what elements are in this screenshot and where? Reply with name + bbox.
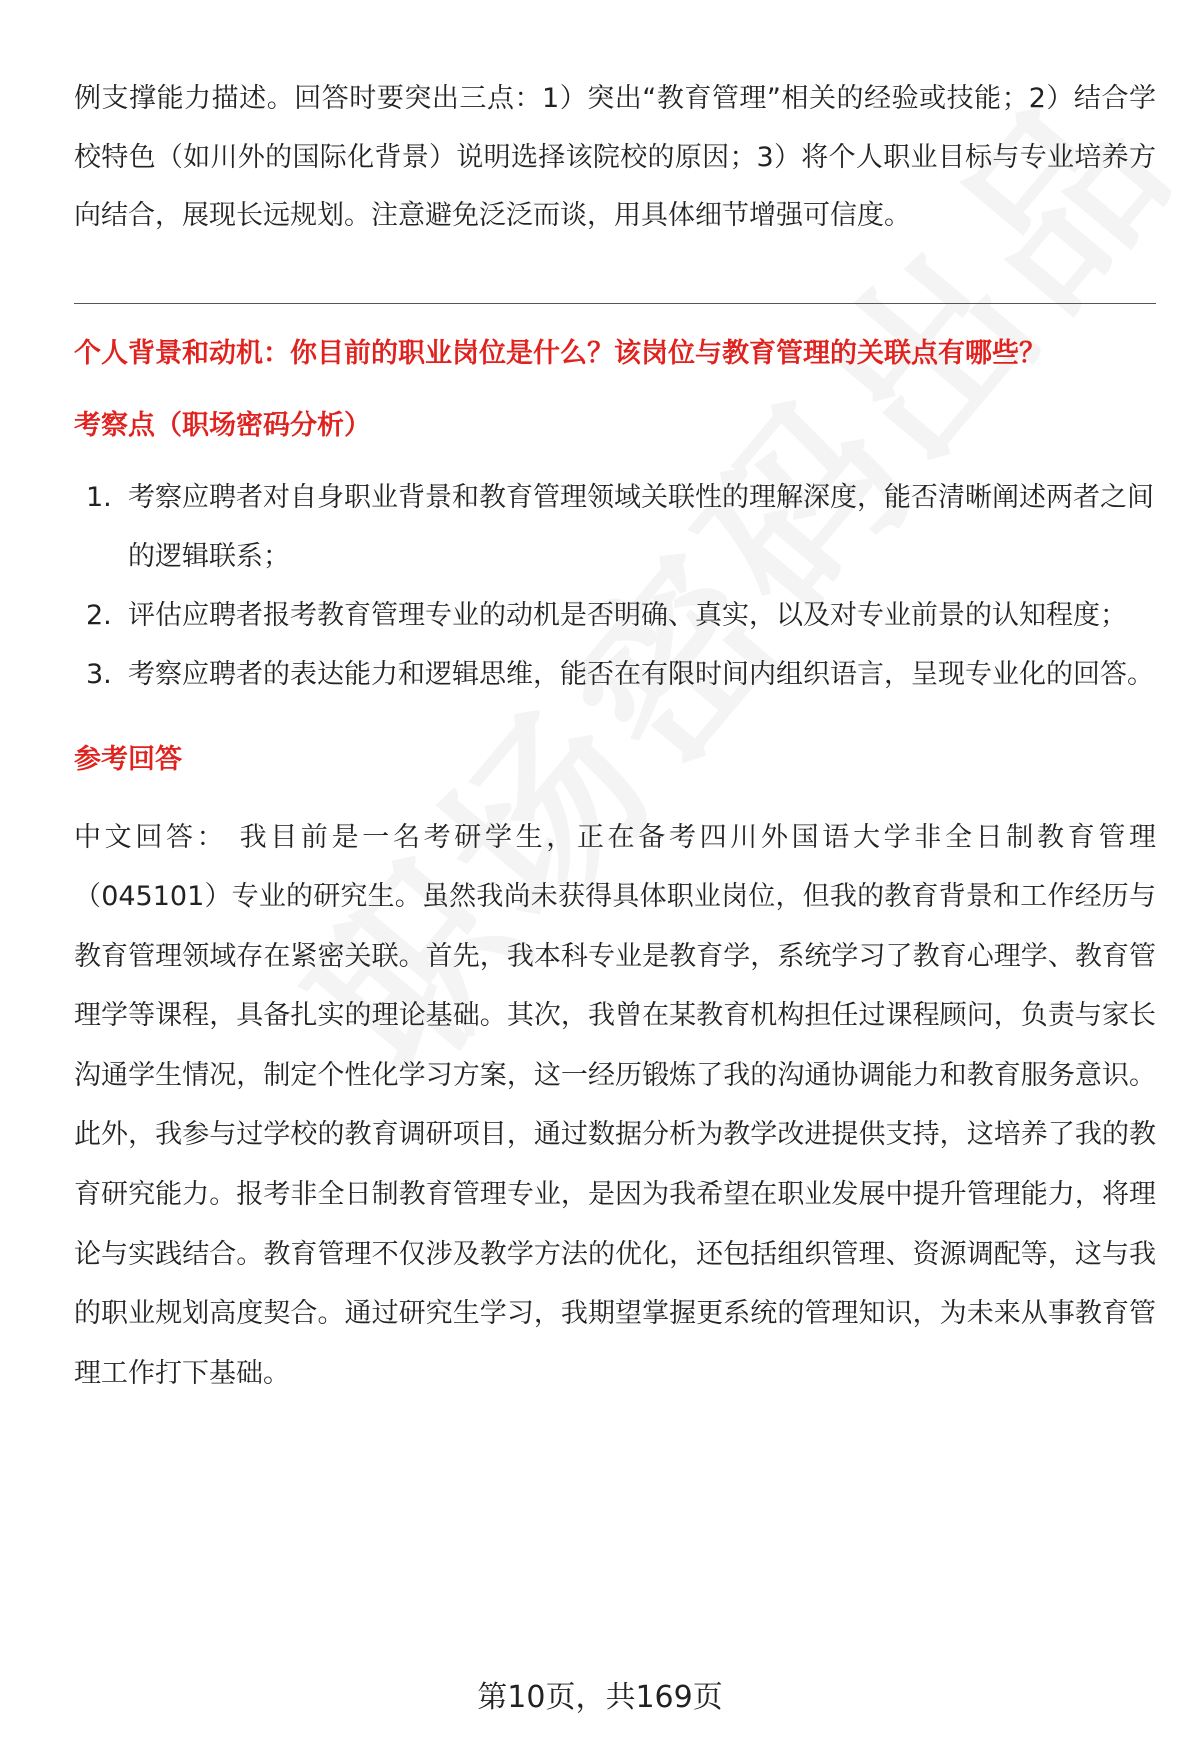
page-footer: 第10页，共169页 xyxy=(477,1680,723,1715)
list-item-number: 1. xyxy=(86,481,112,513)
list-item xyxy=(74,586,1156,645)
list-item-text: 考察应聘者对自身职业背景和教育管理领域关联性的理解深度，能否清晰阐述两者之间的逻辑联系； xyxy=(128,481,1154,572)
question-heading: 个人背景和动机：你目前的职业岗位是什么？该岗位与教育管理的关联点有哪些？ xyxy=(74,337,1046,369)
list-item-text: 考察应聘者的表达能力和逻辑思维，能否在有限时间内组织语言，呈现专业化的回答。 xyxy=(128,658,1154,690)
list-item xyxy=(74,645,1156,704)
intro-continuation: 例支撑能力描述。回答时要突出三点：1）突出“教育管理”相关的经验或技能；2）结合学校特色（如川外的国际化背景）说明选择该院校的原因；3）将个人职业目标与专业培养方向结合，展现长远规划。注意避免泛泛而谈，用具体细节增强可信度。 xyxy=(74,83,1156,231)
list-item-text: 评估应聘者报考教育管理专业的动机是否明确、真实，以及对专业前景的认知程度； xyxy=(128,599,1127,631)
list-item-number: 3. xyxy=(86,658,112,690)
reference-answer-heading: 参考回答 xyxy=(74,743,182,775)
section-divider xyxy=(74,303,1156,304)
list-item-number: 2. xyxy=(86,599,112,631)
key-points-heading: 考察点（职场密码分析） xyxy=(74,409,371,441)
list-item xyxy=(74,468,1156,586)
document-page xyxy=(74,70,1156,1430)
key-points-list xyxy=(74,468,1156,704)
reference-answer-text: 中文回答： 我目前是一名考研学生，正在备考四川外国语大学非全日制教育管理（045101）专业的研究生。虽然我尚未获得具体职业岗位，但我的教育背景和工作经历与教育管理领域存在紧密关联。首先，我本科专业是教育学，系统学习了教育心理学、教育管理学等课程，具备扎实的理论基础。其次，我曾在某教育机构担任过课程顾问，负责与家长沟通学生情况，制定个性化学习方案，这一经历锻炼了我的沟通协调能力和教育服务意识。此外，我参与过学校的教育调研项目，通过数据分析为教学改进提供支持，这培养了我的教育研究能力。报考非全日制教育管理专业，是因为我希望在职业发展中提升管理能力，将理论与实践结合。教育管理不仅涉及教学方法的优化，还包括组织管理、资源调配等，这与我的职业规划高度契合。通过研究生学习，我期望掌握更系统的管理知识，为未来从事教育管理工作打下基础。 xyxy=(74,821,1156,1389)
